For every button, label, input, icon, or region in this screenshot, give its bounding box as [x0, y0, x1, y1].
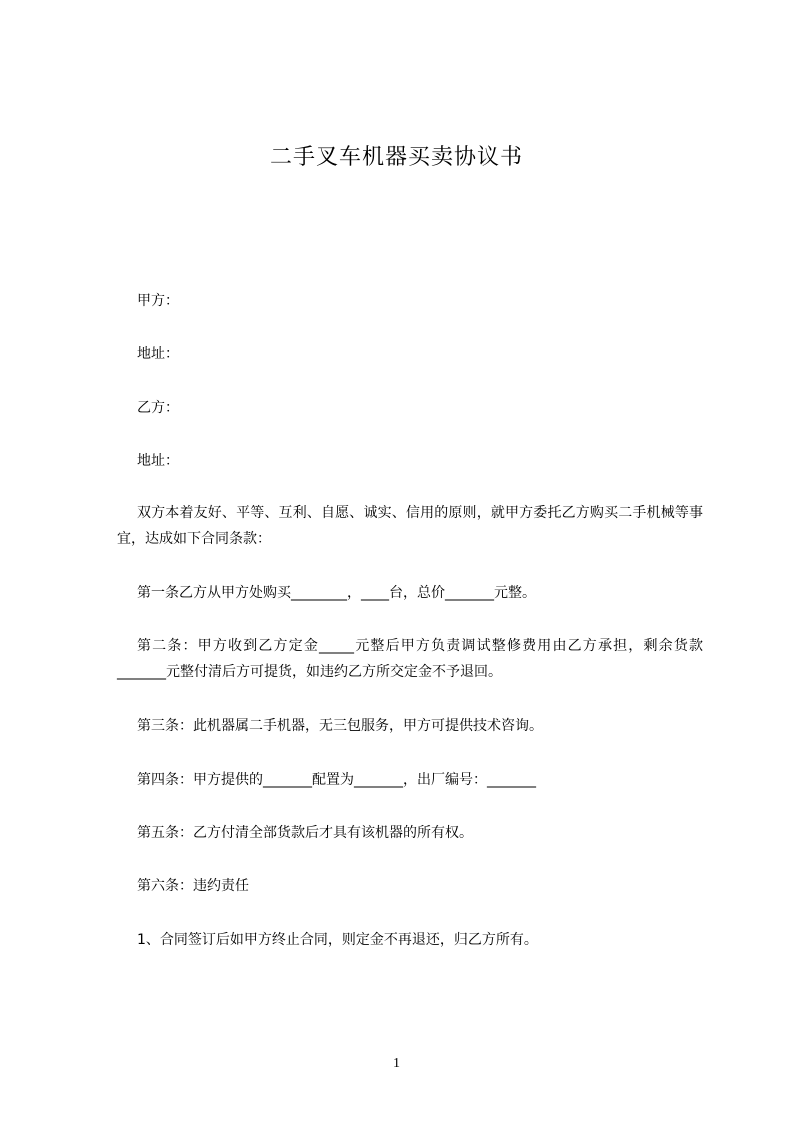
party-b-address-label: 地址：: [137, 453, 179, 469]
clause-6-1: 1、合同签订后如甲方终止合同，则定金不再退还，归乙方所有。: [137, 932, 538, 948]
article-6: 第六条：违约责任: [137, 878, 249, 894]
page-number: 1: [393, 1056, 400, 1071]
article-3: 第三条：此机器属二手机器，无三包服务，甲方可提供技术咨询。: [137, 718, 543, 734]
intro-paragraph: 双方本着友好、平等、互利、自愿、诚实、信用的原则，就甲方委托乙方购买二手机械等事宜，达成如下合同条款：: [117, 505, 703, 547]
article-1: 第一条乙方从甲方处购买________，____台，总价_______元整。: [137, 585, 536, 601]
article-5: 第五条：乙方付清全部货款后才具有该机器的所有权。: [137, 825, 473, 841]
document-title: 二手叉车机器买卖协议书: [269, 145, 523, 170]
article-4: 第四条：甲方提供的_______配置为_______，出厂编号：_______: [137, 772, 536, 788]
party-a-address-label: 地址：: [137, 346, 179, 362]
article-2: 第二条：甲方收到乙方定金_____元整后甲方负责调试整修费用由乙方承担，剩余货款_______元整付清后方可提货，如违约乙方所交定金不予退回。: [117, 638, 703, 680]
party-a-label: 甲方：: [137, 293, 179, 309]
party-b-label: 乙方：: [137, 400, 179, 416]
